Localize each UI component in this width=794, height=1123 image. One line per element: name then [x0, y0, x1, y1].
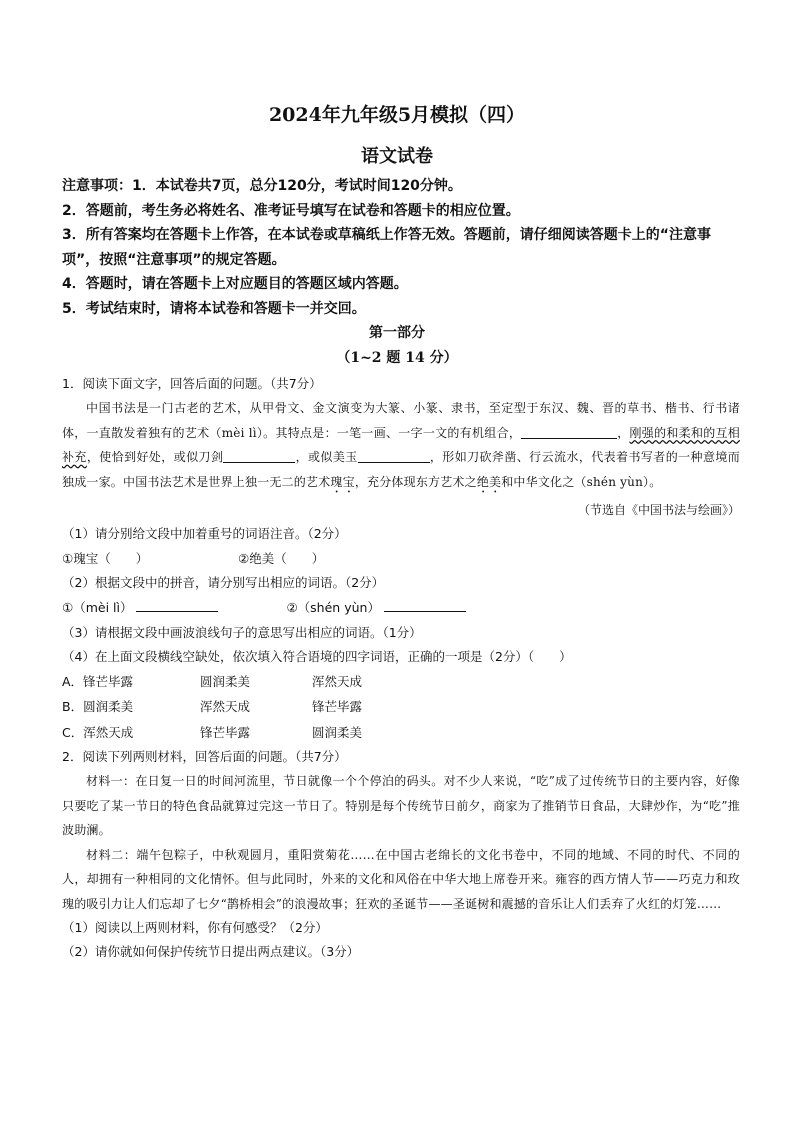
q1-sub2: （2）根据文段中的拼音，请分别写出相应的词语。（2分） [62, 575, 385, 590]
question-1 [62, 372, 740, 964]
part-title: 第一部分 [369, 325, 425, 341]
page-subtitle: 语文试卷 [361, 146, 433, 167]
q2-stem: 2．阅读下列两则材料，回答后面的问题。（共7分） [62, 749, 347, 764]
passage-text: ，形如刀砍斧凿、行云流水，代表着书写者的一种意境而独成一家。中国书法艺术是世界上独一无二的艺术 [62, 450, 740, 489]
option-item: B．圆润柔美 [62, 699, 134, 714]
notes-section [62, 174, 742, 321]
answer-blank [136, 595, 218, 612]
wavy-sentence: 刚强的和柔和的互相补充 [62, 425, 740, 464]
option-row [62, 694, 740, 720]
answer-blank [384, 595, 466, 612]
q1-sub3: （3）请根据文段中画波浪线句子的意思写出相应的词语。（1分） [62, 624, 422, 640]
note-item: 3．所有答案均在答题卡上作答，在本试卷或草稿纸上作答无效。答题前，请仔细阅读答题卡上的“注意事项”，按照“注意事项”的规定答题。 [62, 227, 711, 268]
option-item: 圆润柔美 [312, 724, 363, 740]
answer-slot: ②（shén yùn） [286, 600, 380, 615]
q1-passage: 中国书法是一门古老的艺术，从甲骨文、金文演变为大篆、小篆、隶书，至定型于东汉、魏、晋的草书、楷书、行书诸体，一直散发着独有的艺术（mèi lì）。其特点是：一笔一画、一字一文的有机组合， ，刚强的和柔和的互相补充，使恰到好处，或似刀剑 ，或似美玉 ，形如刀砍斧凿、行云流水，代表着书写者的一种意境而独成一家。中国书法艺术是世界上独一无二的艺术瑰宝，充分体现东方艺术之绝美和中华文化之（shén yùn）。 [62, 401, 740, 489]
q2-sub2: （2）请你就如何保护传统节日提出两点建议。（3分） [62, 944, 360, 959]
option-item: 锋芒毕露 [200, 724, 251, 740]
blank-1 [521, 424, 617, 439]
option-item: A．锋芒毕露 [62, 673, 134, 689]
answer-slot: ②绝美（ ） [238, 550, 325, 566]
option-item: 浑然天成 [200, 699, 251, 714]
emphasis-word-1: 瑰宝 [330, 474, 355, 489]
passage-text: 和中华文化之（shén yùn）。 [501, 474, 662, 489]
q2-sub1: （1）阅读以上两则材料，你有何感受？（2分） [62, 920, 328, 935]
q1-stem: 1．阅读下面文字，回答后面的问题。（共7分） [62, 376, 322, 391]
emphasis-word-2: 绝美 [476, 474, 502, 489]
source-note: （节选自《中国书法与绘画》） [577, 502, 740, 517]
passage-text: ，使恰到好处，或似刀剑 [86, 450, 224, 464]
passage-text: ，或似美玉 [295, 450, 358, 464]
q1-sub1-answers [62, 546, 740, 572]
q1-sub2-answers [62, 595, 740, 621]
option-item: C．浑然天成 [62, 724, 134, 740]
option-item: 圆润柔美 [200, 673, 251, 689]
blank-3 [358, 448, 430, 463]
answer-slot: ①（mèi lì） [62, 600, 133, 615]
q1-sub4: （4）在上面文段横线空缺处，依次填入符合语境的四字词语，正确的一项是（2分）（ ） [62, 648, 572, 664]
note-item: 2．答题前，考生务必将姓名、准考证号填写在试卷和答题卡的相应位置。 [62, 202, 520, 219]
passage-text: 中国书法是一门古老的艺术，从甲骨文、金文演变为大篆、小篆、隶书，至定型于东汉、魏、晋的草书、楷书、行书诸体，一直散发着独有的艺术（mèi lì）。其特点是：一笔一画、一字一文的有机组合， [62, 401, 740, 440]
note-item: 5．考试结束时，请将本试卷和答题卡一并交回。 [62, 300, 366, 317]
note-item: 4．答题时，请在答题卡上对应题目的答题区域内答题。 [62, 276, 408, 292]
option-row [62, 669, 740, 695]
option-row [62, 720, 740, 746]
answer-slot: ①瑰宝（ ） [62, 550, 149, 566]
q2-material-2: 材料二：端午包粽子，中秋观圆月，重阳赏菊花……在中国古老绵长的文化书卷中，不同的地域、不同的时代、不同的人，却拥有一种相同的文化情怀。但与此同时，外来的文化和风俗在中华大地上席卷开来。雍容的西方情人节——巧克力和玫瑰的吸引力让人们忘却了七夕“鹊桥相会”的浪漫故事；狂欢的圣诞节——圣诞树和震撼的音乐让人们丢弃了火红的灯笼…… [62, 847, 740, 911]
part-range: （1~2 题 14 分） [336, 350, 458, 366]
passage-text: ，充分体现东方艺术之 [354, 474, 477, 489]
q2-material-1: 材料一：在日复一日的时间河流里，节日就像一个个停泊的码头。对不少人来说，“吃”成了过传统节日的主要内容，好像只要吃了某一节日的特色食品就算过完这一节日了。特别是每个传统节日前夕，商家为了推销节日食品，大肆炒作，为“吃”推波助澜。 [62, 774, 740, 837]
blank-2 [223, 448, 295, 463]
note-item: 注意事项：1．本试卷共7页，总分120分，考试时间120分钟。 [62, 178, 462, 194]
q1-sub1: （1）请分别给文段中加着重号的词语注音。（2分） [62, 525, 347, 541]
page-title: 2024年九年级5月模拟（四） [268, 104, 526, 126]
option-item: 浑然天成 [312, 673, 363, 689]
option-item: 锋芒毕露 [312, 699, 363, 714]
